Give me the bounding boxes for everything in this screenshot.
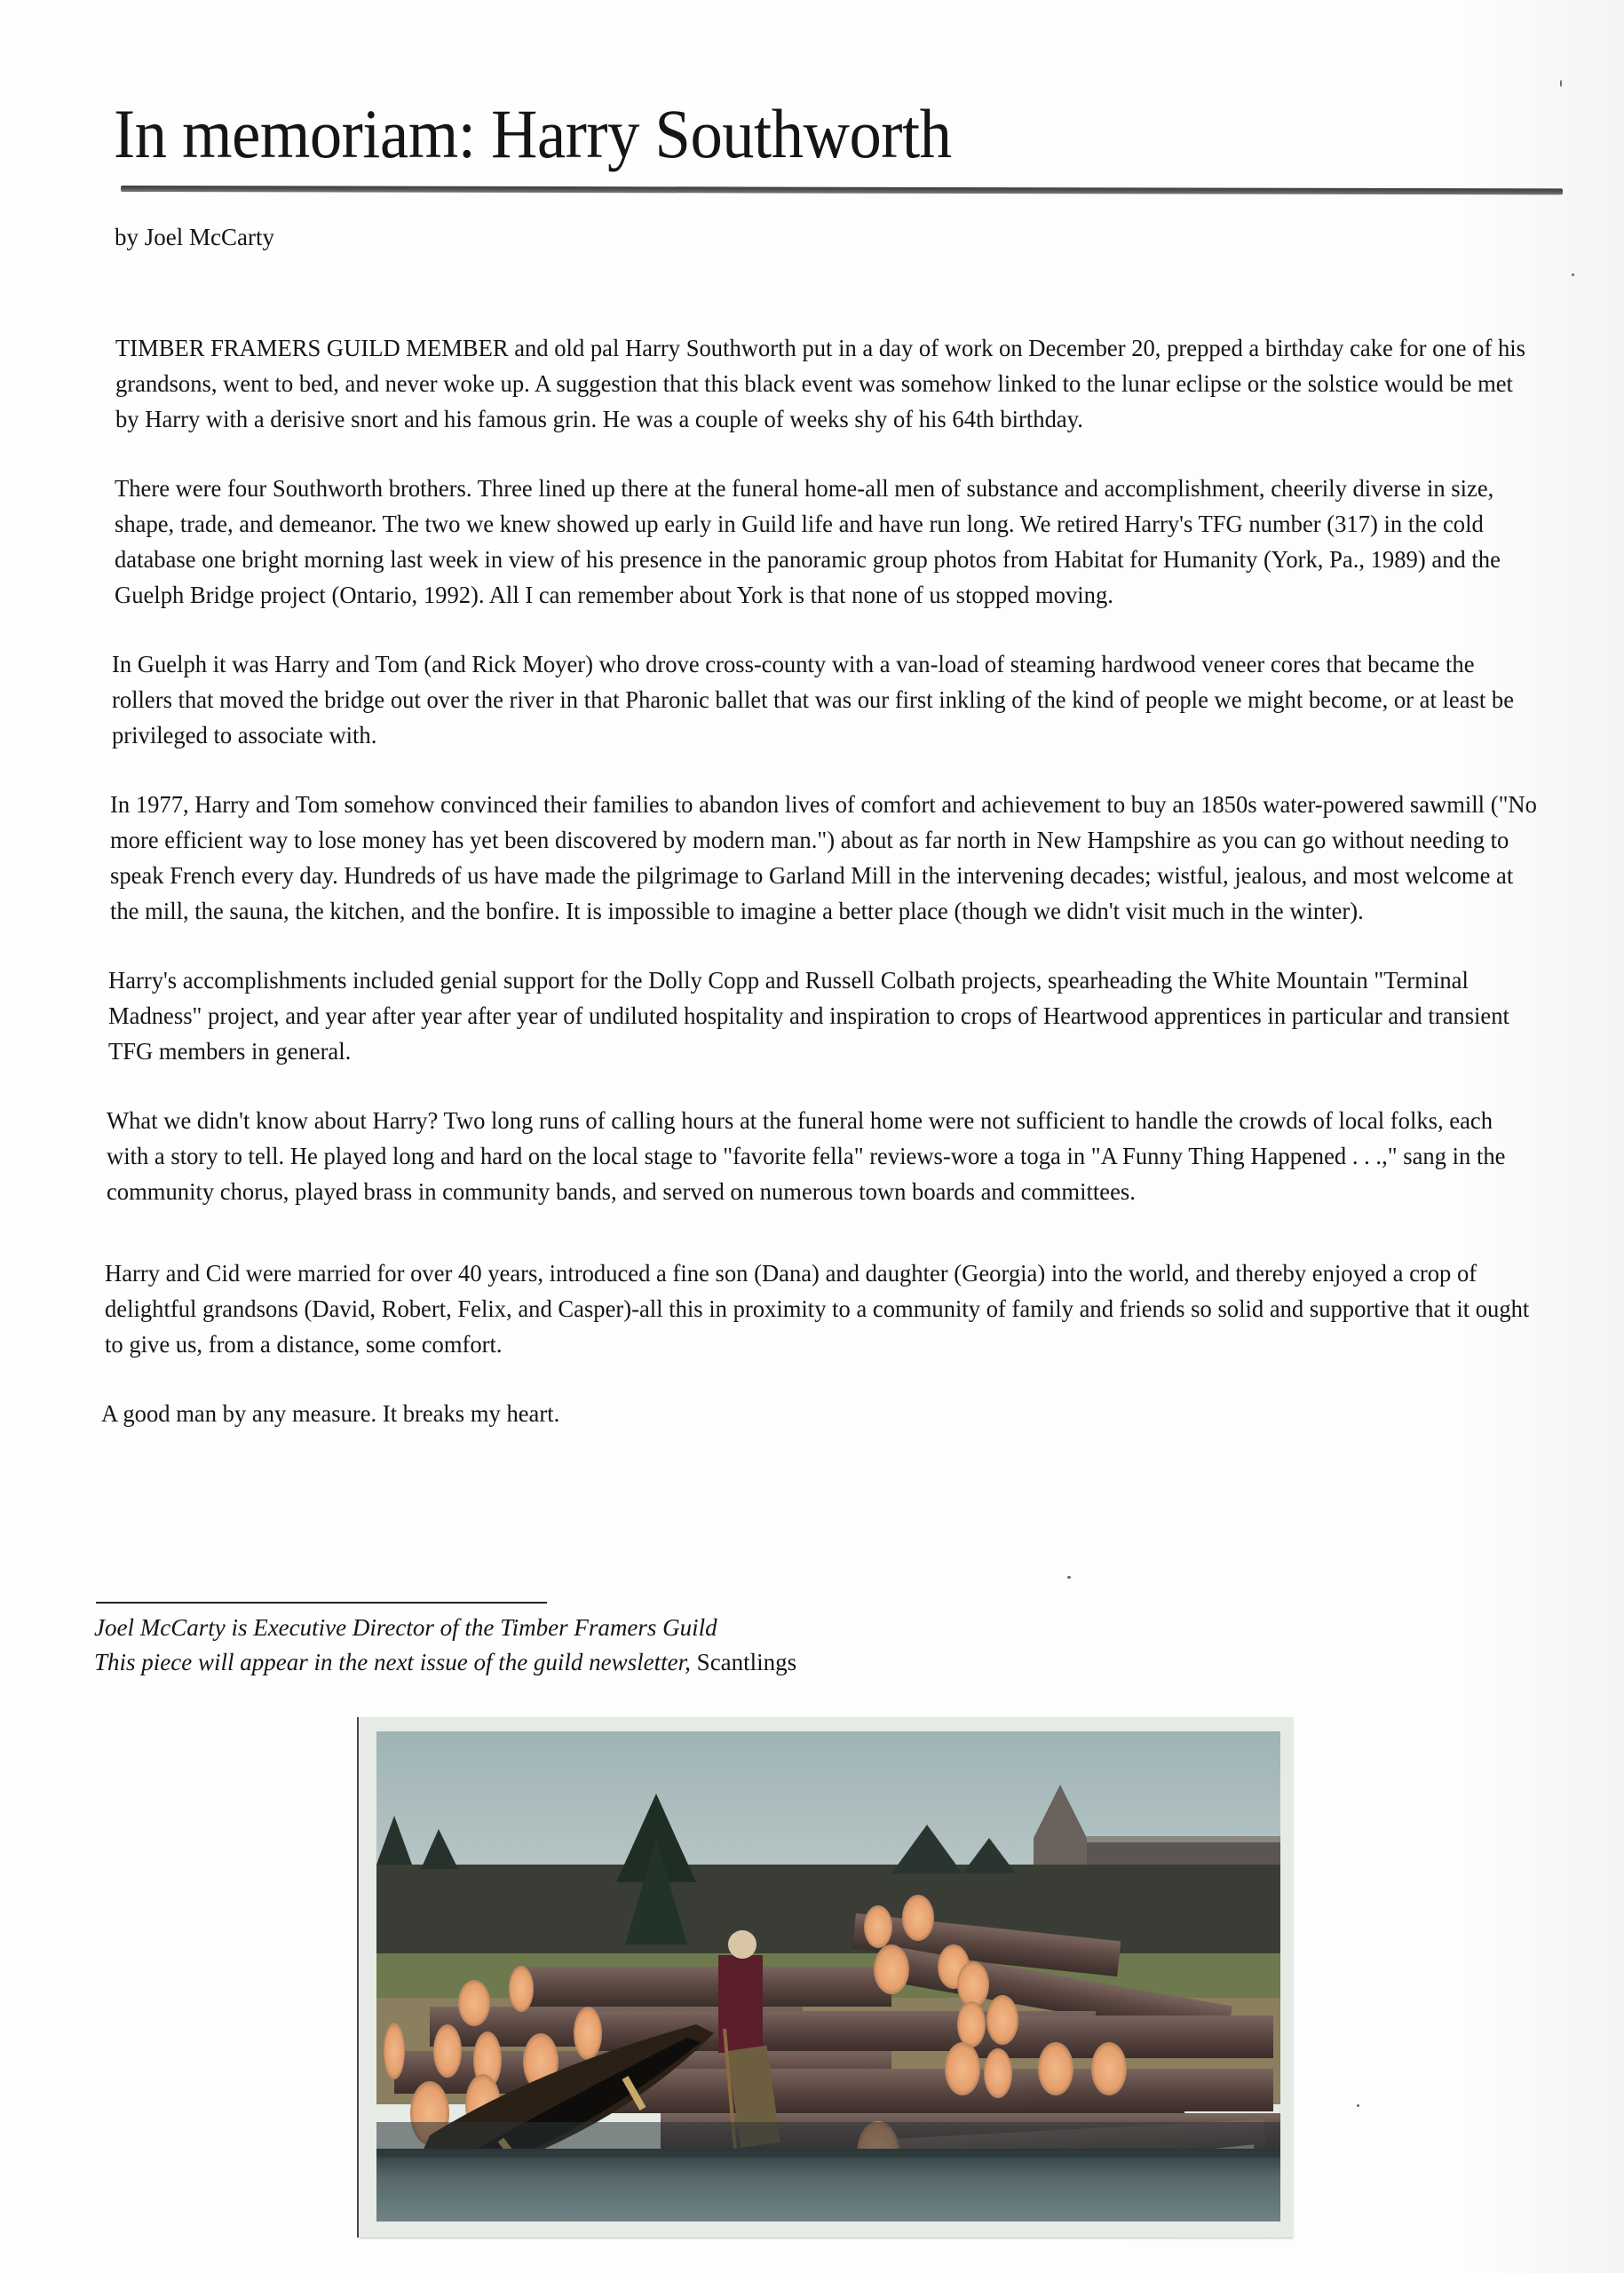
scan-speck bbox=[1357, 2104, 1359, 2107]
title-underline-rule bbox=[121, 186, 1563, 194]
paragraph: In Guelph it was Harry and Tom (and Rick Moyer) who drove cross-county with a van-load of steaming hardwood veneer cores that became the rollers that moved the bridge out over the river in that Pharonic ballet that was our first inkling of the kind of people we might become, or at least be privileged to associate with. bbox=[112, 651, 1515, 748]
photo-illustration bbox=[376, 1731, 1280, 2222]
author-note: Joel McCarty is Executive Director of the Timber Framers Guild bbox=[94, 1614, 717, 1641]
article-byline: by Joel McCarty bbox=[115, 224, 274, 250]
scan-speck bbox=[1572, 273, 1574, 276]
newsletter-name: Scantlings bbox=[696, 1649, 797, 1675]
scan-speck bbox=[1560, 80, 1562, 87]
footnote-rule bbox=[96, 1602, 547, 1604]
paragraph: TIMBER FRAMERS GUILD MEMBER and old pal Harry Southworth put in a day of work on December 20, prepped a birthday cake for one of his grandsons, went to bed, and never woke up. A suggestion that this black event was somehow linked to the lunar eclipse or the solstice would be met by Harry with a derisive snort and his famous grin. He was a couple of weeks shy of his 64th birthday. bbox=[115, 335, 1526, 432]
water bbox=[376, 2149, 1280, 2222]
publication-note bbox=[94, 1645, 796, 1680]
paragraph: There were four Southworth brothers. Three lined up there at the funeral home-all men of substance and accomplishment, cheerily diverse in size, shape, trade, and demeanor. The two we knew showed up early in Guild life and have run long. We retired Harry's TFG number (317) in the cold database one bright morning last week in view of his presence in the panoramic group photos from Habitat for Humanity (York, Pa., 1989) and the Guelph Bridge project (Ontario, 1992). All I can remember about York is that none of us stopped moving. bbox=[115, 475, 1501, 608]
paragraph: In 1977, Harry and Tom somehow convinced their families to abandon lives of comfort and achievement to buy an 1850s water-powered sawmill ("No more efficient way to lose money has yet been discovered by modern man.") about as far north in New Hampshire as you can go without needing to speak French every day. Hundreds of us have made the pilgrimage to Garland Mill in the intervening decades; wistful, jealous, and most welcome at the mill, the sauna, the kitchen, and the bonfire. It is impossible to imagine a better place (though we didn't visit much in the winter). bbox=[110, 791, 1537, 924]
article-body bbox=[101, 330, 1561, 1465]
log-pile-photo bbox=[376, 1731, 1280, 2222]
paragraph: Harry's accomplishments included genial support for the Dolly Copp and Russell Colbath projects, spearheading the White Mountain "Terminal Madness" project, and year after year after year of undiluted hospitality and inspiration to crops of Heartwood apprentices in particular and transient TFG members in general. bbox=[108, 967, 1509, 1065]
author-footnote bbox=[94, 1611, 796, 1680]
publication-note-text: This piece will appear in the next issue of the guild newsletter, bbox=[94, 1649, 697, 1675]
paragraph: What we didn't know about Harry? Two long runs of calling hours at the funeral home were not sufficient to handle the crowds of local folks, each with a story to tell. He played long and hard on the local stage to "favorite fella" reviews-wore a toga in "A Funny Thing Happened . . .," sang in the community chorus, played brass in community bands, and served on numerous town boards and committees. bbox=[107, 1107, 1506, 1205]
article-title: In memoriam: Harry Southworth bbox=[114, 95, 952, 172]
scan-speck bbox=[1067, 1576, 1071, 1579]
paragraph: Harry and Cid were married for over 40 years, introduced a fine son (Dana) and daughter (Georgia) into the world, and thereby enjoyed a crop of delightful grandsons (David, Robert, Felix, and Casper)-all this in proximity to a community of family and friends so solid and supportive that it ought to give us, from a distance, some comfort. bbox=[105, 1260, 1530, 1358]
closing-line: A good man by any measure. It breaks my heart. bbox=[101, 1400, 560, 1427]
photo-print bbox=[359, 1717, 1293, 2237]
